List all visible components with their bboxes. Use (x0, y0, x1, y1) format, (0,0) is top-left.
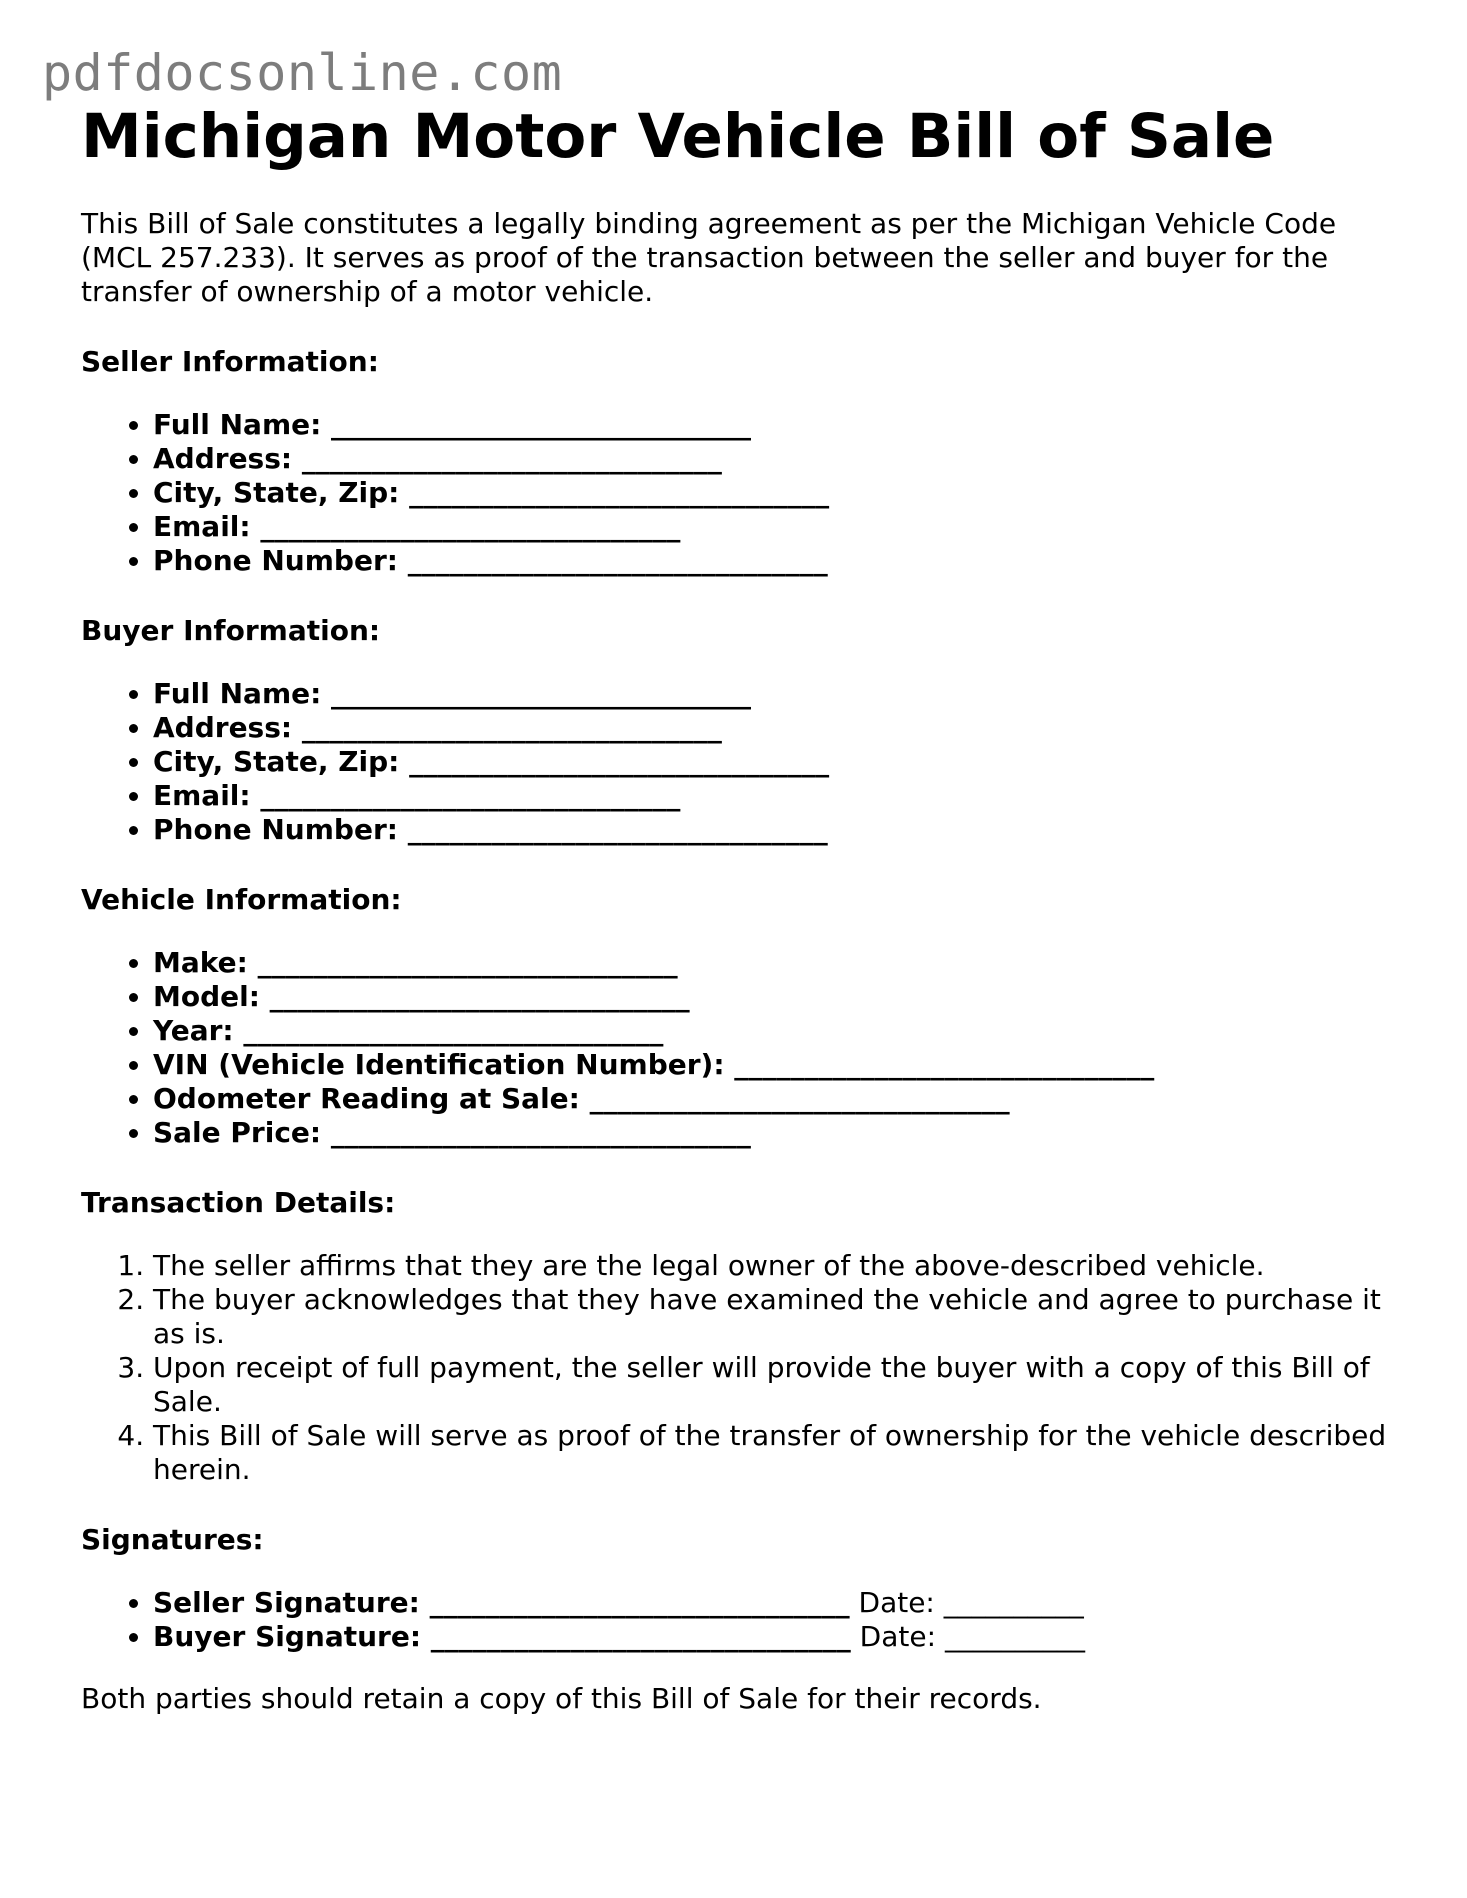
seller-signature-line (153, 1586, 1401, 1620)
seller-city-state-zip-field: • City, State, Zip: ______________________________ (153, 476, 1401, 510)
buyer-email-field: • Email: ______________________________ (153, 779, 1401, 813)
page-title: Michigan Motor Vehicle Bill of Sale (81, 101, 1275, 172)
transaction-item: 3. Upon receipt of full payment, the seller will provide the buyer with a copy of this Bill of Sale. (153, 1351, 1401, 1419)
vehicle-year-field: • Year: ______________________________ (153, 1014, 1401, 1048)
buyer-phone-field: • Phone Number: ______________________________ (153, 813, 1401, 847)
buyer-address-field: • Address: ______________________________ (153, 711, 1401, 745)
seller-signature-label: Seller Signature: ______________________________ (153, 1586, 850, 1620)
seller-fields (81, 408, 1401, 578)
seller-email-field: • Email: ______________________________ (153, 510, 1401, 544)
document-page (81, 100, 1401, 1716)
vehicle-model-field: • Model: ______________________________ (153, 980, 1401, 1014)
transaction-item: 4. This Bill of Sale will serve as proof of the transfer of ownership for the vehicle described herein. (153, 1419, 1401, 1487)
transaction-heading: Transaction Details: (81, 1186, 396, 1220)
transaction-list (81, 1249, 1401, 1487)
buyer-signature-date: Date: __________ (850, 1620, 1085, 1654)
buyer-fields (81, 677, 1401, 847)
buyer-signature-line (153, 1620, 1401, 1654)
vehicle-odometer-field: • Odometer Reading at Sale: ______________________________ (153, 1082, 1401, 1116)
intro-paragraph: This Bill of Sale constitutes a legally binding agreement as per the Michigan Vehicle Code (MCL 257.233). It serves as proof of the transaction between the seller and buyer for the transfer of ownership of a motor vehicle. (81, 207, 1337, 309)
watermark: pdfdocsonline.com (42, 44, 563, 102)
signatures-heading: Signatures: (81, 1523, 264, 1557)
seller-full-name-field: • Full Name: ______________________________ (153, 408, 1401, 442)
signature-lines (81, 1586, 1401, 1654)
vehicle-vin-field: • VIN (Vehicle Identification Number): ______________________________ (153, 1048, 1401, 1082)
vehicle-sale-price-field: • Sale Price: ______________________________ (153, 1116, 1401, 1150)
vehicle-fields (81, 946, 1401, 1150)
closing-note: Both parties should retain a copy of this Bill of Sale for their records. (81, 1682, 1042, 1716)
transaction-item: 2. The buyer acknowledges that they have examined the vehicle and agree to purchase it as is. (153, 1283, 1401, 1351)
vehicle-heading: Vehicle Information: (81, 883, 402, 917)
buyer-signature-label: Buyer Signature: ______________________________ (153, 1620, 851, 1654)
seller-heading: Seller Information: (81, 345, 379, 379)
buyer-full-name-field: • Full Name: ______________________________ (153, 677, 1401, 711)
seller-signature-date: Date: __________ (849, 1586, 1084, 1620)
buyer-heading: Buyer Information: (81, 614, 381, 648)
buyer-city-state-zip-field: • City, State, Zip: ______________________________ (153, 745, 1401, 779)
vehicle-make-field: • Make: ______________________________ (153, 946, 1401, 980)
seller-phone-field: • Phone Number: ______________________________ (153, 544, 1401, 578)
transaction-item: 1. The seller affirms that they are the legal owner of the above-described vehicle. (153, 1249, 1401, 1283)
seller-address-field: • Address: ______________________________ (153, 442, 1401, 476)
